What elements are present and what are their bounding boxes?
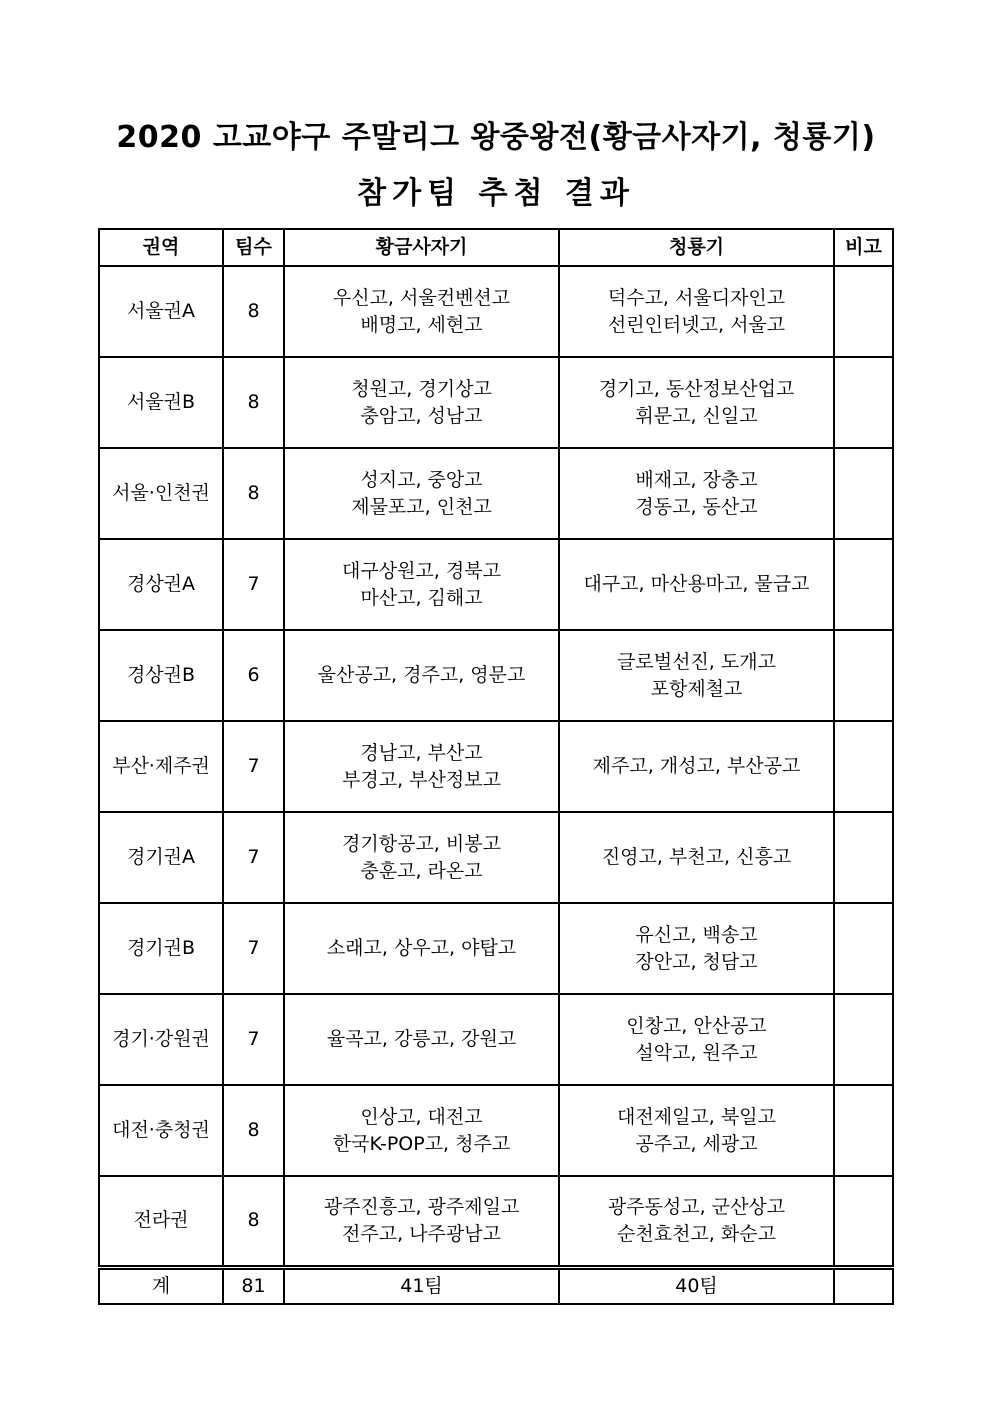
region-cell: 경상권A (99, 539, 223, 630)
draw-results-table (98, 228, 894, 1305)
blue-dragon-teams-cell-line: 경동고, 동산고 (635, 495, 758, 518)
golden-lion-teams-cell-line: 인상고, 대전고 (360, 1105, 483, 1128)
notes-cell (834, 994, 893, 1085)
blue-dragon-teams-cell (559, 1176, 834, 1267)
notes-cell (834, 812, 893, 903)
total-blue-dragon: 40팀 (559, 1267, 834, 1304)
table-row (99, 994, 893, 1085)
table-row (99, 1085, 893, 1176)
golden-lion-teams-cell (284, 994, 559, 1085)
golden-lion-teams-cell-line: 마산고, 김해고 (360, 586, 483, 609)
blue-dragon-teams-cell-line: 설악고, 원주고 (635, 1041, 758, 1064)
golden-lion-teams-cell (284, 448, 559, 539)
blue-dragon-teams-cell-line: 장안고, 청담고 (635, 950, 758, 973)
blue-dragon-teams-cell-line: 광주동성고, 군산상고 (607, 1195, 786, 1218)
notes-cell (834, 266, 893, 357)
blue-dragon-teams-cell-line: 선린인터넷고, 서울고 (607, 313, 786, 336)
header-teams: 팀수 (223, 229, 284, 266)
table-row (99, 448, 893, 539)
team-count-cell: 8 (223, 357, 284, 448)
header-region: 권역 (99, 229, 223, 266)
header-blue-dragon: 청룡기 (559, 229, 834, 266)
golden-lion-teams-cell-line: 소래고, 상우고, 야탑고 (326, 937, 517, 959)
golden-lion-teams-cell-line: 제물포고, 인천고 (351, 495, 492, 518)
table-row (99, 812, 893, 903)
header-golden-lion: 황금사자기 (284, 229, 559, 266)
blue-dragon-teams-cell-line: 제주고, 개성고, 부산공고 (592, 755, 801, 777)
header-notes: 비고 (834, 229, 893, 266)
table-body (99, 266, 893, 1267)
blue-dragon-teams-cell-line: 대전제일고, 북일고 (617, 1105, 776, 1128)
golden-lion-teams-cell (284, 357, 559, 448)
golden-lion-teams-cell (284, 266, 559, 357)
blue-dragon-teams-cell (559, 812, 834, 903)
blue-dragon-teams-cell (559, 357, 834, 448)
golden-lion-teams-cell-line: 경남고, 부산고 (360, 741, 483, 764)
blue-dragon-teams-cell-line: 경기고, 동산정보산업고 (598, 377, 795, 400)
team-count-cell: 7 (223, 994, 284, 1085)
blue-dragon-teams-cell (559, 903, 834, 994)
blue-dragon-teams-cell-line: 포항제철고 (650, 677, 743, 700)
golden-lion-teams-cell (284, 630, 559, 721)
golden-lion-teams-cell-line: 율곡고, 강릉고, 강원고 (326, 1028, 517, 1050)
blue-dragon-teams-cell (559, 994, 834, 1085)
notes-cell (834, 539, 893, 630)
team-count-cell: 8 (223, 266, 284, 357)
blue-dragon-teams-cell (559, 1085, 834, 1176)
blue-dragon-teams-cell (559, 630, 834, 721)
golden-lion-teams-cell (284, 539, 559, 630)
team-count-cell: 8 (223, 448, 284, 539)
total-row (99, 1267, 893, 1304)
notes-cell (834, 1176, 893, 1267)
golden-lion-teams-cell (284, 1176, 559, 1267)
table-row (99, 1176, 893, 1267)
notes-cell (834, 448, 893, 539)
blue-dragon-teams-cell-line: 진영고, 부천고, 신흥고 (601, 846, 792, 868)
golden-lion-teams-cell (284, 812, 559, 903)
blue-dragon-teams-cell (559, 721, 834, 812)
notes-cell (834, 903, 893, 994)
notes-cell (834, 630, 893, 721)
golden-lion-teams-cell-line: 대구상원고, 경북고 (342, 559, 501, 582)
golden-lion-teams-cell (284, 721, 559, 812)
table-row (99, 721, 893, 812)
golden-lion-teams-cell-line: 울산공고, 경주고, 영문고 (317, 664, 526, 686)
golden-lion-teams-cell-line: 성지고, 중앙고 (360, 468, 483, 491)
region-cell: 부산·제주권 (99, 721, 223, 812)
region-cell: 서울·인천권 (99, 448, 223, 539)
golden-lion-teams-cell-line: 충훈고, 라온고 (360, 859, 483, 882)
region-cell: 경기·강원권 (99, 994, 223, 1085)
golden-lion-teams-cell-line: 전주고, 나주광남고 (342, 1222, 501, 1245)
total-notes (834, 1267, 893, 1304)
golden-lion-teams-cell-line: 한국K-POP고, 청주고 (332, 1132, 511, 1155)
table-row (99, 357, 893, 448)
team-count-cell: 7 (223, 539, 284, 630)
region-cell: 경상권B (99, 630, 223, 721)
team-count-cell: 8 (223, 1176, 284, 1267)
document-title-line1: 2020 고교야구 주말리그 왕중왕전(황금사자기, 청룡기) (116, 120, 876, 155)
golden-lion-teams-cell-line: 청원고, 경기상고 (351, 377, 492, 400)
table-header-row (99, 229, 893, 266)
blue-dragon-teams-cell-line: 순천효천고, 화순고 (617, 1222, 776, 1245)
blue-dragon-teams-cell-line: 인창고, 안산공고 (626, 1014, 767, 1037)
blue-dragon-teams-cell-line: 덕수고, 서울디자인고 (607, 286, 786, 309)
region-cell: 경기권A (99, 812, 223, 903)
table-row (99, 266, 893, 357)
golden-lion-teams-cell-line: 광주진흥고, 광주제일고 (323, 1195, 520, 1218)
region-cell: 서울권B (99, 357, 223, 448)
team-count-cell: 8 (223, 1085, 284, 1176)
golden-lion-teams-cell (284, 1085, 559, 1176)
blue-dragon-teams-cell-line: 배재고, 장충고 (635, 468, 758, 491)
blue-dragon-teams-cell (559, 266, 834, 357)
golden-lion-teams-cell-line: 우신고, 서울컨벤션고 (332, 286, 511, 309)
table-row (99, 630, 893, 721)
notes-cell (834, 721, 893, 812)
region-cell: 경기권B (99, 903, 223, 994)
region-cell: 대전·충청권 (99, 1085, 223, 1176)
blue-dragon-teams-cell (559, 448, 834, 539)
blue-dragon-teams-cell-line: 공주고, 세광고 (635, 1132, 758, 1155)
golden-lion-teams-cell (284, 903, 559, 994)
golden-lion-teams-cell-line: 경기항공고, 비봉고 (342, 832, 501, 855)
table-row (99, 539, 893, 630)
blue-dragon-teams-cell-line: 휘문고, 신일고 (635, 404, 758, 427)
team-count-cell: 7 (223, 721, 284, 812)
golden-lion-teams-cell-line: 충암고, 성남고 (360, 404, 483, 427)
total-teams: 81 (223, 1267, 284, 1304)
blue-dragon-teams-cell-line: 유신고, 백송고 (635, 923, 758, 946)
region-cell: 전라권 (99, 1176, 223, 1267)
total-label: 계 (99, 1267, 223, 1304)
blue-dragon-teams-cell (559, 539, 834, 630)
table-row (99, 903, 893, 994)
golden-lion-teams-cell-line: 배명고, 세현고 (360, 313, 483, 336)
document-title-line2: 참가팀 추첨 결과 (357, 176, 635, 211)
blue-dragon-teams-cell-line: 글로벌선진, 도개고 (617, 650, 776, 673)
team-count-cell: 7 (223, 812, 284, 903)
team-count-cell: 7 (223, 903, 284, 994)
golden-lion-teams-cell-line: 부경고, 부산정보고 (342, 768, 501, 791)
notes-cell (834, 357, 893, 448)
team-count-cell: 6 (223, 630, 284, 721)
blue-dragon-teams-cell-line: 대구고, 마산용마고, 물금고 (583, 573, 810, 595)
notes-cell (834, 1085, 893, 1176)
total-golden-lion: 41팀 (284, 1267, 559, 1304)
region-cell: 서울권A (99, 266, 223, 357)
